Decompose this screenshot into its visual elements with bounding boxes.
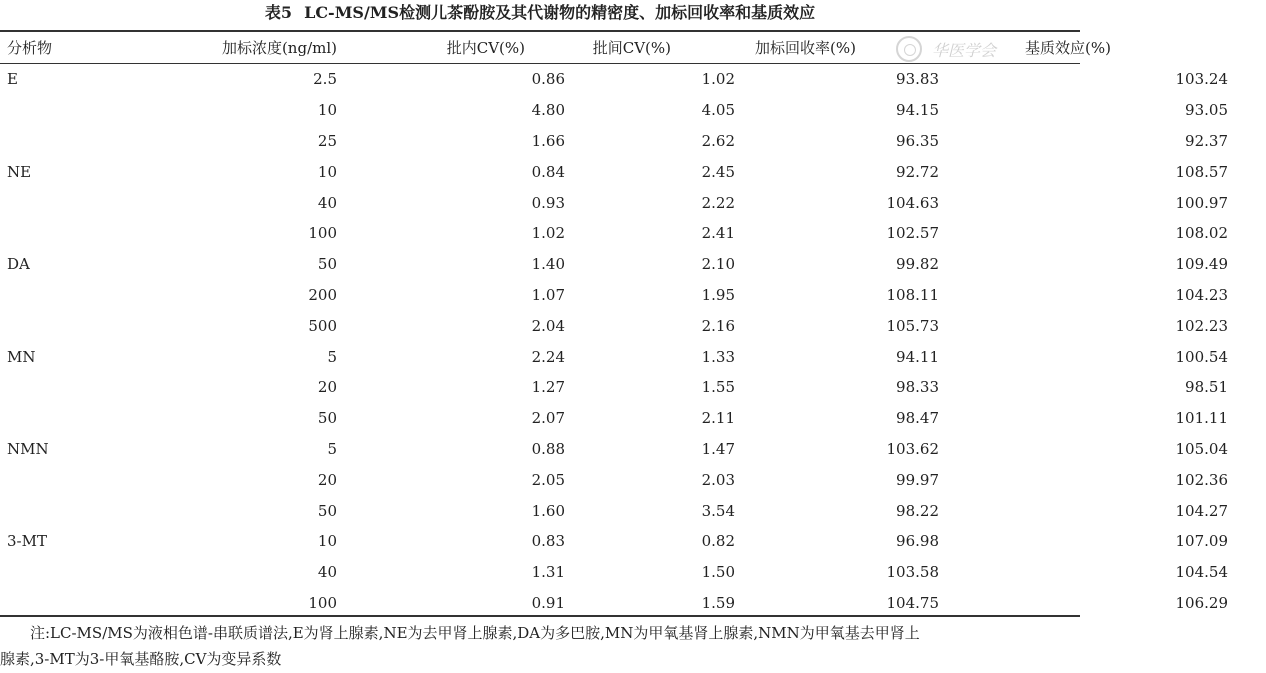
cell-intra-cv: 1.07 [531,285,565,304]
cell-recovery: 96.98 [896,532,939,551]
cell-matrix-effect: 100.97 [1175,193,1228,212]
cell-matrix-effect: 101.11 [1175,409,1228,428]
cell-analyte: MN [7,347,36,366]
cell-spike-conc: 100 [308,224,337,243]
cell-recovery: 103.58 [886,563,939,582]
cell-inter-cv: 1.47 [701,439,735,458]
cell-inter-cv: 1.33 [701,347,735,366]
cell-recovery: 94.15 [896,101,939,120]
cell-spike-conc: 20 [317,470,337,489]
table-row [0,126,1266,157]
cell-matrix-effect: 108.57 [1175,162,1228,181]
cell-intra-cv: 0.84 [531,162,565,181]
cell-analyte [0,218,147,249]
cell-spike-conc: 200 [308,285,337,304]
cell-intra-cv: 1.02 [531,224,565,243]
cell-spike-conc: 100 [308,593,337,612]
cell-intra-cv: 0.86 [531,70,565,89]
cell-recovery: 96.35 [896,131,939,150]
cell-analyte [0,403,147,434]
cell-matrix-effect: 98.51 [1185,378,1228,397]
cell-intra-cv: 0.88 [531,439,565,458]
table-row [0,434,1266,465]
header-recovery: 加标回收率(%) [755,39,856,57]
cell-analyte [0,495,147,526]
header-row [0,32,1151,63]
cell-intra-cv: 2.24 [531,347,565,366]
cell-spike-conc: 5 [327,439,337,458]
cell-recovery: 93.83 [896,70,939,89]
watermark-text: 华医学会 [932,40,997,60]
cell-spike-conc: 10 [317,162,337,181]
table-row [0,187,1266,218]
table-row [0,403,1266,434]
cell-inter-cv: 2.11 [701,409,735,428]
cell-intra-cv: 1.40 [531,255,565,274]
cell-matrix-effect: 103.24 [1175,70,1228,89]
cell-inter-cv: 4.05 [701,101,735,120]
data-table [0,64,1266,618]
cell-spike-conc: 10 [317,532,337,551]
cell-spike-conc: 5 [327,347,337,366]
cell-analyte [0,126,147,157]
cell-matrix-effect: 104.27 [1175,501,1228,520]
cell-inter-cv: 1.95 [701,285,735,304]
cell-inter-cv: 2.45 [701,162,735,181]
table-row [0,64,1266,95]
cell-matrix-effect: 107.09 [1175,532,1228,551]
cell-inter-cv: 0.82 [701,532,735,551]
header-matrix-effect: 基质效应(%) [1025,39,1111,57]
cell-matrix-effect: 92.37 [1185,131,1228,150]
cell-intra-cv: 0.91 [531,593,565,612]
table-note [0,620,1080,672]
cell-inter-cv: 1.59 [701,593,735,612]
cell-analyte: NMN [7,439,49,458]
table-row [0,464,1266,495]
cell-recovery: 92.72 [896,162,939,181]
cell-intra-cv: 1.60 [531,501,565,520]
table-title [0,0,1080,28]
cell-analyte: 3-MT [7,532,47,551]
cell-recovery: 108.11 [886,285,939,304]
cell-analyte [0,557,147,588]
cell-recovery: 99.97 [896,470,939,489]
table-header [0,32,1151,63]
cell-intra-cv: 2.07 [531,409,565,428]
cell-analyte [0,372,147,403]
cell-spike-conc: 20 [317,378,337,397]
cell-inter-cv: 2.16 [701,316,735,335]
header-intra-cv: 批内CV(%) [446,39,525,57]
cell-recovery: 99.82 [896,255,939,274]
cell-recovery: 94.11 [896,347,939,366]
cell-matrix-effect: 93.05 [1185,101,1228,120]
header-analyte: 分析物 [7,39,53,57]
cell-inter-cv: 3.54 [701,501,735,520]
table-row [0,218,1266,249]
cell-analyte: DA [7,255,30,274]
cell-inter-cv: 2.22 [701,193,735,212]
cell-recovery: 104.75 [886,593,939,612]
cell-spike-conc: 40 [317,193,337,212]
cell-intra-cv: 4.80 [531,101,565,120]
table-row [0,526,1266,557]
cell-analyte [0,588,147,619]
cell-inter-cv: 1.55 [701,378,735,397]
cell-analyte [0,187,147,218]
cell-spike-conc: 50 [317,501,337,520]
cell-matrix-effect: 104.23 [1175,285,1228,304]
cell-matrix-effect: 106.29 [1175,593,1228,612]
table-row [0,557,1266,588]
cell-recovery: 98.33 [896,378,939,397]
table-row [0,156,1266,187]
table-row [0,310,1266,341]
cell-inter-cv: 2.62 [701,131,735,150]
cell-intra-cv: 2.05 [531,470,565,489]
table-row [0,341,1266,372]
table-number: 表5 [264,3,293,22]
cell-spike-conc: 10 [317,101,337,120]
cell-matrix-effect: 100.54 [1175,347,1228,366]
table-row [0,372,1266,403]
cell-recovery: 105.73 [886,316,939,335]
cell-analyte [0,310,147,341]
cell-spike-conc: 25 [317,131,337,150]
header-spike-conc: 加标浓度(ng/ml) [221,39,337,57]
cell-inter-cv: 1.02 [701,70,735,89]
cell-matrix-effect: 104.54 [1175,563,1228,582]
table-title-text: LC-MS/MS检测儿茶酚胺及其代谢物的精密度、加标回收率和基质效应 [304,3,816,22]
cell-inter-cv: 2.41 [701,224,735,243]
cell-intra-cv: 1.27 [531,378,565,397]
table-row [0,588,1266,619]
cell-spike-conc: 500 [308,316,337,335]
table-row [0,495,1266,526]
cell-recovery: 103.62 [886,439,939,458]
cell-matrix-effect: 109.49 [1175,255,1228,274]
cell-intra-cv: 1.66 [531,131,565,150]
table-row [0,249,1266,280]
cell-spike-conc: 50 [317,255,337,274]
cell-spike-conc: 50 [317,409,337,428]
cell-recovery: 98.22 [896,501,939,520]
cell-analyte [0,280,147,311]
header-inter-cv: 批间CV(%) [592,39,671,57]
cell-recovery: 104.63 [886,193,939,212]
cell-inter-cv: 2.03 [701,470,735,489]
cell-recovery: 102.57 [886,224,939,243]
cell-analyte [0,95,147,126]
note-line-1: 注:LC-MS/MS为液相色谱-串联质谱法,E为肾上腺素,NE为去甲肾上腺素,DA为多巴胺,MN为甲氧基肾上腺素,NMN为甲氧基去甲肾上 [30,624,920,642]
cell-analyte: E [7,70,18,89]
cell-matrix-effect: 105.04 [1175,439,1228,458]
table-row [0,95,1266,126]
note-line-2: 腺素,3-MT为3-甲氧基酪胺,CV为变异系数 [0,650,282,668]
cell-analyte [0,464,147,495]
cell-matrix-effect: 102.36 [1175,470,1228,489]
cell-spike-conc: 2.5 [313,70,337,89]
cell-intra-cv: 0.83 [531,532,565,551]
cell-intra-cv: 1.31 [531,563,565,582]
cell-spike-conc: 40 [317,563,337,582]
cell-inter-cv: 2.10 [701,255,735,274]
cell-intra-cv: 2.04 [531,316,565,335]
cell-matrix-effect: 108.02 [1175,224,1228,243]
cell-inter-cv: 1.50 [701,563,735,582]
cell-recovery: 98.47 [896,409,939,428]
bottom-rule [0,615,1080,617]
cell-matrix-effect: 102.23 [1175,316,1228,335]
cell-analyte: NE [7,162,32,181]
table-row [0,280,1266,311]
cell-intra-cv: 0.93 [531,193,565,212]
